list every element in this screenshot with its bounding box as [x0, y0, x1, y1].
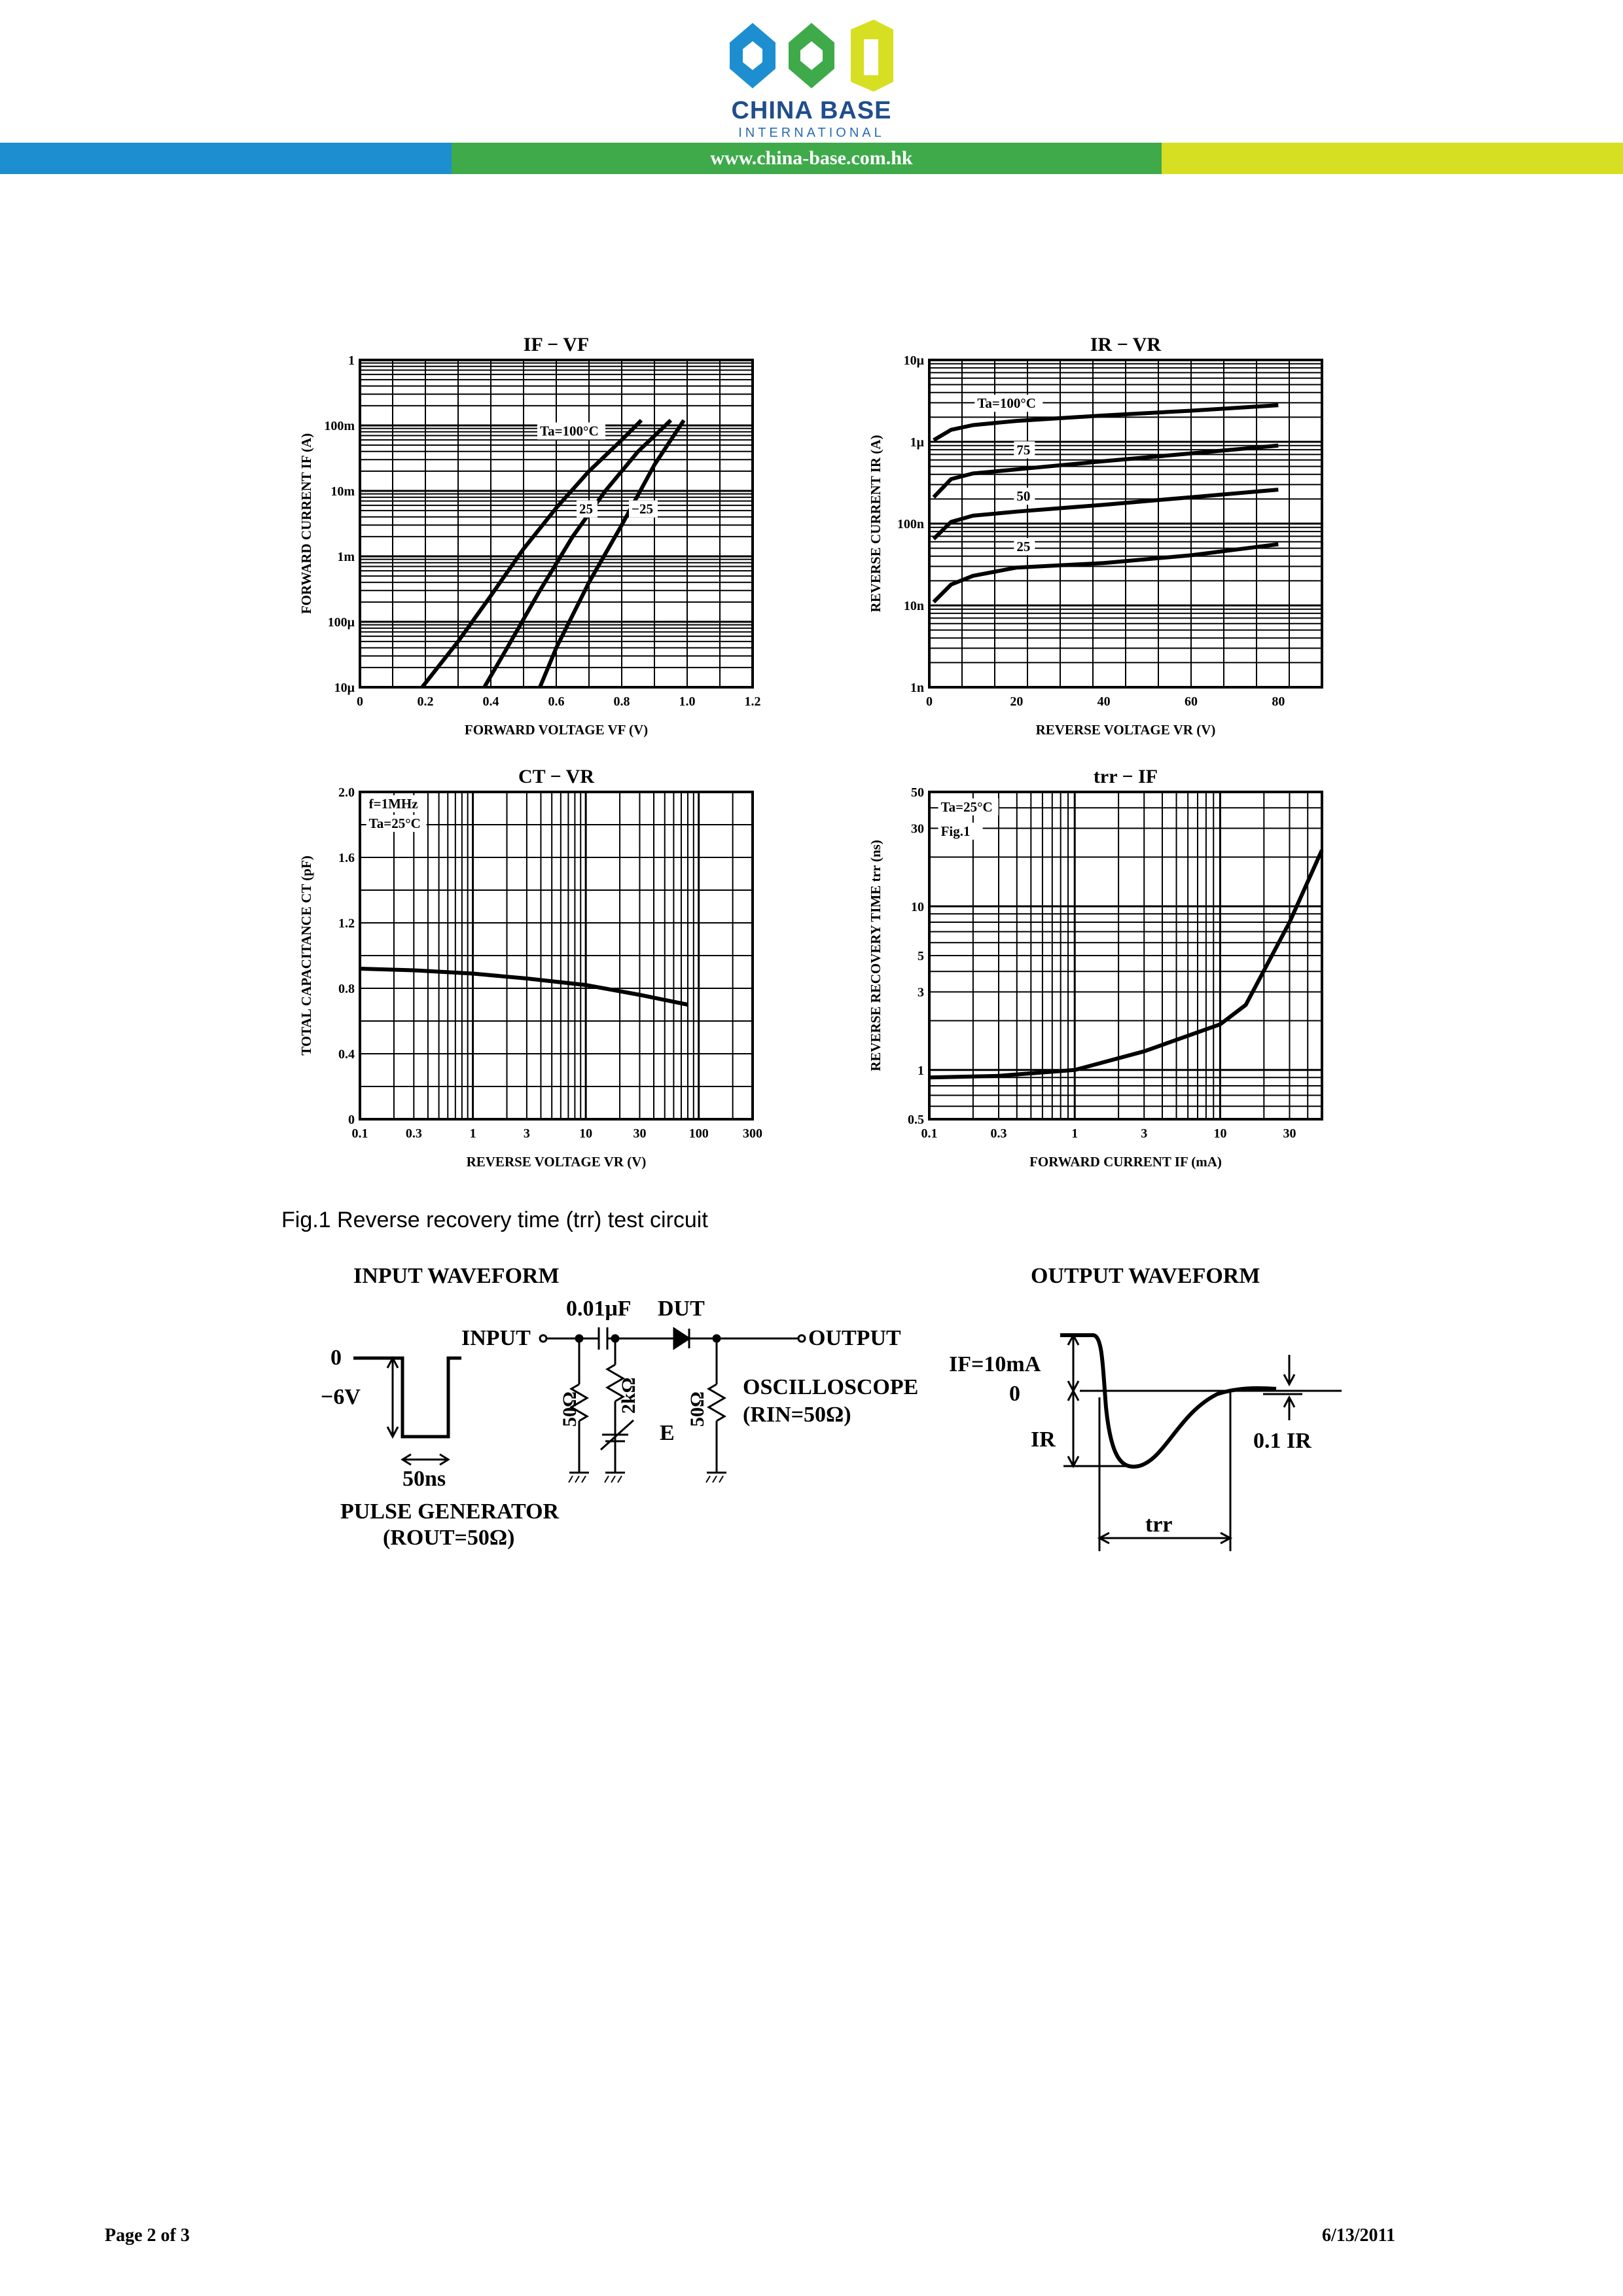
x-axis-label: REVERSE VOLTAGE VR (V) — [466, 1154, 647, 1170]
x-tick-label: 0.1 — [921, 1126, 938, 1141]
chart-if-vf — [281, 327, 779, 746]
tenth-ir-label: 0.1 IR — [1253, 1429, 1311, 1453]
y-tick-label: 1μ — [910, 435, 924, 450]
x-tick-label: 1.0 — [679, 694, 696, 709]
series-line — [934, 446, 1279, 497]
x-tick-label: 10 — [1213, 1126, 1227, 1141]
x-tick-label: 0.4 — [482, 694, 499, 709]
y-tick-label: 1 — [918, 1063, 924, 1078]
x-tick-label: 20 — [1010, 694, 1024, 709]
figure-caption: Fig.1 Reverse recovery time (trr) test circuit — [281, 1208, 708, 1232]
input-waveform-title: INPUT WAVEFORM — [353, 1264, 560, 1288]
y-tick-label: 1m — [337, 550, 355, 564]
x-tick-label: 3 — [523, 1126, 530, 1141]
annotation-label: Ta=25°C — [940, 798, 993, 815]
x-tick-label: 0.3 — [405, 1126, 422, 1141]
zero-label: 0 — [330, 1346, 342, 1370]
brand-subtitle: INTERNATIONAL — [738, 126, 885, 140]
y-tick-label: 1n — [910, 681, 924, 695]
rin-label: (RIN=50Ω) — [743, 1403, 851, 1427]
x-tick-label: 0 — [926, 694, 933, 709]
r50a-label: 50Ω — [559, 1391, 580, 1427]
annotation-label: f=1MHz — [368, 796, 418, 812]
e-label: E — [660, 1421, 675, 1445]
chart-title: IF − VF — [523, 334, 590, 355]
x-tick-label: 0.6 — [548, 694, 565, 709]
cap-label: 0.01μF — [566, 1297, 632, 1321]
page-number: Page 2 of 3 — [105, 2225, 190, 2246]
y-axis-label: REVERSE RECOVERY TIME trr (ns) — [868, 840, 883, 1071]
x-tick-label: 10 — [579, 1126, 593, 1141]
x-tick-label: 80 — [1272, 694, 1285, 709]
annotation-label: 25 — [579, 501, 593, 517]
y-tick-label: 3 — [918, 985, 924, 1000]
annotation-label: Fig.1 — [940, 823, 971, 839]
chart-ct-vr — [281, 759, 779, 1178]
y-tick-label: 1.2 — [338, 916, 355, 931]
annotation-label: Ta=25°C — [368, 816, 421, 831]
y-tick-label: 100μ — [327, 615, 355, 630]
annotation-label: Ta=100°C — [540, 423, 599, 439]
y-axis-label: REVERSE CURRENT IR (A) — [868, 435, 883, 613]
x-axis-label: FORWARD CURRENT IF (mA) — [1029, 1154, 1222, 1170]
x-tick-label: 1.2 — [744, 694, 761, 709]
y-tick-label: 10 — [911, 899, 924, 914]
annotation-label: 25 — [1016, 539, 1031, 555]
y-tick-label: 2.0 — [338, 785, 355, 800]
y-tick-label: 30 — [911, 821, 924, 836]
neg6v-label: −6V — [321, 1385, 361, 1409]
brand-name: CHINA BASE — [731, 97, 892, 124]
x-tick-label: 1 — [1071, 1126, 1079, 1141]
chart-trr-if — [851, 759, 1348, 1178]
y-tick-label: 0 — [348, 1113, 355, 1127]
series-line — [929, 850, 1322, 1077]
y-tick-label: 100n — [897, 517, 924, 531]
y-tick-label: 10m — [330, 484, 355, 499]
oscilloscope-label: OSCILLOSCOPE — [743, 1375, 919, 1399]
x-axis-label: REVERSE VOLTAGE VR (V) — [1035, 722, 1216, 738]
x-tick-label: 30 — [1283, 1126, 1296, 1141]
y-tick-label: 0.8 — [338, 982, 355, 996]
x-axis-label: FORWARD VOLTAGE VF (V) — [464, 722, 649, 738]
document-date: 6/13/2011 — [1322, 2225, 1396, 2246]
dut-label: DUT — [658, 1297, 705, 1321]
output-zero-label: 0 — [1009, 1382, 1020, 1406]
annotation-label: −25 — [632, 501, 653, 517]
y-tick-label: 10μ — [903, 353, 924, 368]
annotation-label: Ta=100°C — [977, 395, 1036, 412]
y-tick-label: 1.6 — [338, 851, 355, 865]
y-tick-label: 100m — [324, 419, 355, 433]
y-axis-label: FORWARD CURRENT IF (A) — [298, 433, 314, 615]
rout-label: (ROUT=50Ω) — [383, 1526, 515, 1550]
x-tick-label: 30 — [633, 1126, 647, 1141]
x-tick-label: 0.1 — [351, 1126, 368, 1141]
output-label: OUTPUT — [808, 1326, 901, 1350]
pulse-width-label: 50ns — [402, 1467, 446, 1491]
y-tick-label: 0.4 — [338, 1047, 355, 1062]
annotation-label: 75 — [1016, 442, 1031, 458]
trr-label: trr — [1145, 1513, 1173, 1537]
chart-ir-vr — [851, 327, 1348, 746]
input-label: INPUT — [461, 1326, 531, 1350]
x-tick-label: 3 — [1141, 1126, 1148, 1141]
x-tick-label: 0.2 — [417, 694, 434, 709]
x-tick-label: 40 — [1097, 694, 1111, 709]
test-circuit-diagram — [321, 1250, 1374, 1577]
pulse-generator-label: PULSE GENERATOR — [340, 1499, 560, 1524]
y-tick-label: 10n — [903, 599, 924, 613]
x-tick-label: 1 — [469, 1126, 476, 1141]
series-line — [360, 969, 688, 1005]
csi-logo — [723, 16, 919, 95]
y-tick-label: 50 — [911, 785, 924, 800]
series-line — [934, 545, 1279, 602]
y-tick-label: 1 — [348, 353, 355, 368]
chart-title: trr − IF — [1093, 766, 1158, 787]
x-tick-label: 0 — [357, 694, 363, 709]
x-tick-label: 100 — [688, 1126, 709, 1141]
r2k-label: 2kΩ — [618, 1377, 639, 1414]
if-label: IF=10mA — [949, 1352, 1041, 1376]
chart-title: CT − VR — [518, 766, 595, 787]
y-axis-label: TOTAL CAPACITANCE CT (pF) — [298, 855, 314, 1056]
x-tick-label: 60 — [1185, 694, 1198, 709]
output-waveform-title: OUTPUT WAVEFORM — [1031, 1264, 1260, 1288]
website-url[interactable]: www.china-base.com.hk — [710, 147, 913, 169]
annotation-label: 50 — [1016, 488, 1031, 505]
y-tick-label: 10μ — [334, 681, 355, 695]
x-tick-label: 300 — [743, 1126, 763, 1141]
x-tick-label: 0.8 — [613, 694, 630, 709]
y-tick-label: 0.5 — [908, 1113, 924, 1128]
x-tick-label: 0.3 — [990, 1126, 1007, 1141]
chart-title: IR − VR — [1090, 334, 1162, 355]
y-tick-label: 5 — [918, 949, 924, 964]
ir-label: IR — [1031, 1427, 1056, 1452]
r50b-label: 50Ω — [687, 1391, 708, 1427]
